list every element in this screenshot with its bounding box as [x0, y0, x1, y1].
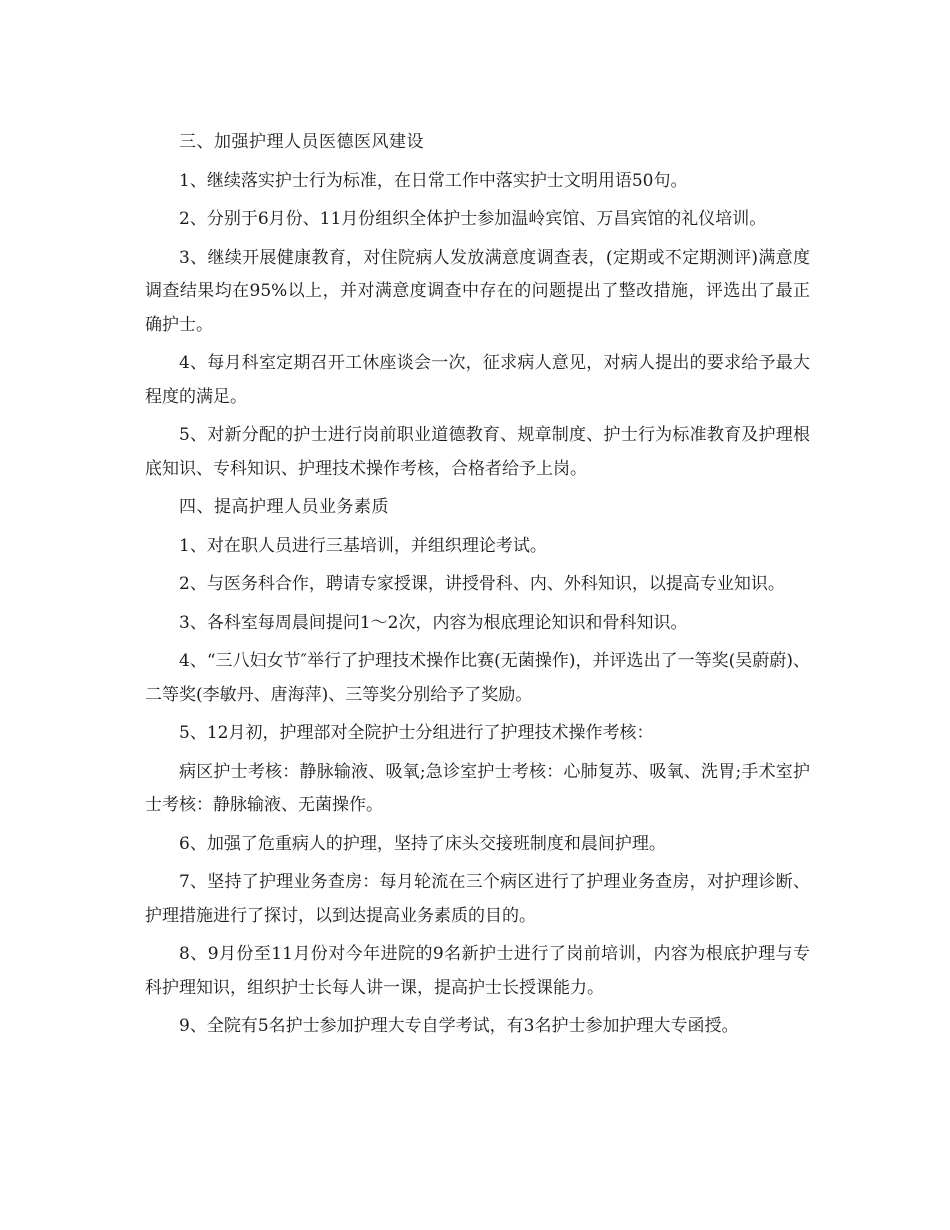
- paragraph-item: 5、12月初，护理部对全院护士分组进行了护理技术操作考核：: [179, 723, 654, 743]
- paragraph-item: 7、坚持了护理业务查房：每月轮流在三个病区进行了护理业务查房，对护理诊断、护理措施进行了探讨，以到达提高业务素质的目的。: [145, 872, 810, 926]
- paragraph-item: 病区护士考核：静脉输液、吸氧;急诊室护士考核：心肺复苏、吸氧、洗胃;手术室护士考核：静脉输液、无菌操作。: [145, 761, 810, 815]
- paragraph-item: 4、每月科室定期召开工休座谈会一次，征求病人意见，对病人提出的要求给予最大程度的满足。: [145, 353, 810, 407]
- paragraph-item: 3、各科室每周晨间提问1～2次，内容为根底理论知识和骨科知识。: [179, 612, 688, 633]
- section-heading-three: 三、加强护理人员医德医风建设: [179, 132, 424, 152]
- paragraph-item: 4、“三八妇女节″举行了护理技术操作比赛(无菌操作)，并评选出了一等奖(吴蔚蔚)、二等奖(李敏丹、唐海萍)、三等奖分别给予了奖励。: [145, 651, 810, 705]
- paragraph-item: 1、继续落实护士行为标准，在日常工作中落实护士文明用语50句。: [179, 170, 688, 191]
- section-heading-four: 四、提高护理人员业务素质: [179, 497, 389, 517]
- document-body: [145, 126, 810, 1044]
- paragraph-item: 9、全院有5名护士参加护理大专自学考试，有3名护士参加护理大专函授。: [179, 1016, 739, 1036]
- paragraph-item: 5、对新分配的护士进行岗前职业道德教育、规章制度、护士行为标准教育及护理根底知识、专科知识、护理技术操作考核，合格者给予上岗。: [145, 425, 810, 479]
- paragraph-item: 8、9月份至11月份对今年进院的9名新护士进行了岗前培训，内容为根底护理与专科护理知识，组织护士长每人讲一课，提高护士长授课能力。: [145, 944, 810, 998]
- paragraph-item: 1、对在职人员进行三基培训，并组织理论考试。: [179, 535, 547, 556]
- paragraph-item: 3、继续开展健康教育，对住院病人发放满意度调查表，(定期或不定期测评)满意度调查结果均在95%以上，并对满意度调查中存在的问题提出了整改措施，评选出了最正确护士。: [145, 247, 810, 335]
- paragraph-item: 6、加强了危重病人的护理，坚持了床头交接班制度和晨间护理。: [179, 833, 666, 854]
- paragraph-item: 2、分别于6月份、11月份组织全体护士参加温岭宾馆、万昌宾馆的礼仪培训。: [179, 209, 767, 229]
- paragraph-item: 2、与医务科合作，聘请专家授课，讲授骨科、内、外科知识，以提高专业知识。: [179, 574, 785, 594]
